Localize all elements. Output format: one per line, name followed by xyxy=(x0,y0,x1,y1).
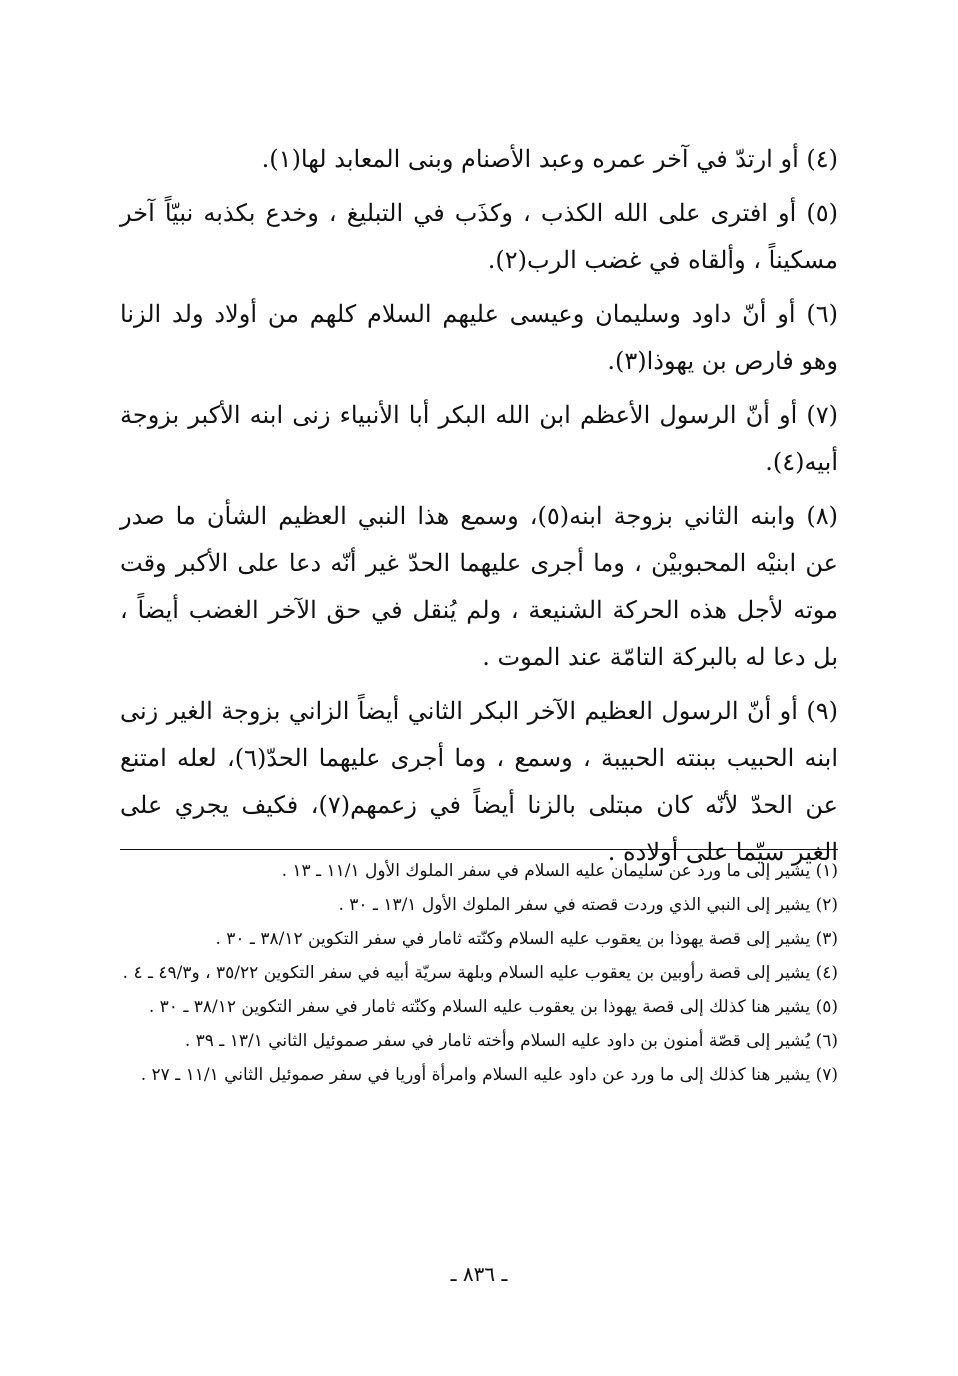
main-text xyxy=(120,136,838,876)
footnote-3: (٣) يشير إلى قصة يهوذا بن يعقوب عليه السلام وكنّته ثامار في سفر التكوين ٣٨/١٢ ـ ٣٠ . xyxy=(215,929,838,949)
paragraph-4: (٤) أو ارتدّ في آخر عمره وعبد الأصنام وبنى المعابد لها(١). xyxy=(261,145,838,173)
footnote-6: (٦) يُشير إلى قصّة أمنون بن داود عليه السلام وأخته ثامار في سفر صموئيل الثاني ١٣/١ ـ ٣٩ . xyxy=(184,1031,838,1051)
paragraph-8: (٨) وابنه الثاني بزوجة ابنه(٥)، وسمع هذا النبي العظيم الشأن ما صدر عن ابنيْه المحبوبيْن ، وما أجرى عليهما الحدّ غير أنّه دعا على الأكبر وقت موته لأجل هذه الحركة الشنيعة ، ولم يُنقل في حق الآخر الغضب أيضاً ، بل دعا له بالبركة التامّة عند الموت . xyxy=(120,502,838,671)
footnote-7: (٧) يشير هنا كذلك إلى ما ورد عن داود عليه السلام وامرأة أوريا في سفر صموئيل الثاني ١١/١ ـ ٢٧ . xyxy=(140,1065,838,1085)
paragraph-9: (٩) أو أنّ الرسول العظيم الآخر البكر الثاني أيضاً الزاني بزوجة الغير زنى ابنه الحبيب ببنته الحبيبة ، وسمع ، وما أجرى عليهما الحدّ(٦)، لعله امتنع عن الحدّ لأنّه كان مبتلى بالزنا أيضاً في زعمهم(٧)، فكيف يجري على الغير سيّما على أولاده . xyxy=(120,697,838,866)
footnote-2: (٢) يشير إلى النبي الذي وردت قصته في سفر الملوك الأول ١٣/١ ـ ٣٠ . xyxy=(338,895,838,915)
footnotes xyxy=(120,856,838,1094)
footnote-5: (٥) يشير هنا كذلك إلى قصة يهوذا بن يعقوب عليه السلام وكنّته ثامار في سفر التكوين ٣٨/١٢ ـ ٣٠ . xyxy=(148,997,838,1017)
paragraph-6: (٦) أو أنّ داود وسليمان وعيسى عليهم السلام كلهم من أولاد ولد الزنا وهو فارص بن يهوذا(٣). xyxy=(120,300,838,375)
page-number: ـ ٨٣٦ ـ xyxy=(450,1262,508,1286)
paragraph-5: (٥) أو افترى على الله الكذب ، وكذَب في التبليغ ، وخدع بكذبه نبيّاً آخر مسكيناً ، وألقاه في غضب الرب(٢). xyxy=(120,199,838,274)
footnote-4: (٤) يشير إلى قصة رأوبين بن يعقوب عليه السلام وبلهة سريّة أبيه في سفر التكوين ٣٥/٢٢ ، و٤٩/٣ ـ ٤ . xyxy=(122,963,838,983)
paragraph-7: (٧) أو أنّ الرسول الأعظم ابن الله البكر أبا الأنبياء زنى ابنه الأكبر بزوجة أبيه(٤). xyxy=(120,401,838,476)
footnote-separator xyxy=(120,849,838,850)
footnote-1: (١) يشير إلى ما ورد عن سليمان عليه السلام في سفر الملوك الأول ١١/١ ـ ١٣ . xyxy=(281,861,838,881)
